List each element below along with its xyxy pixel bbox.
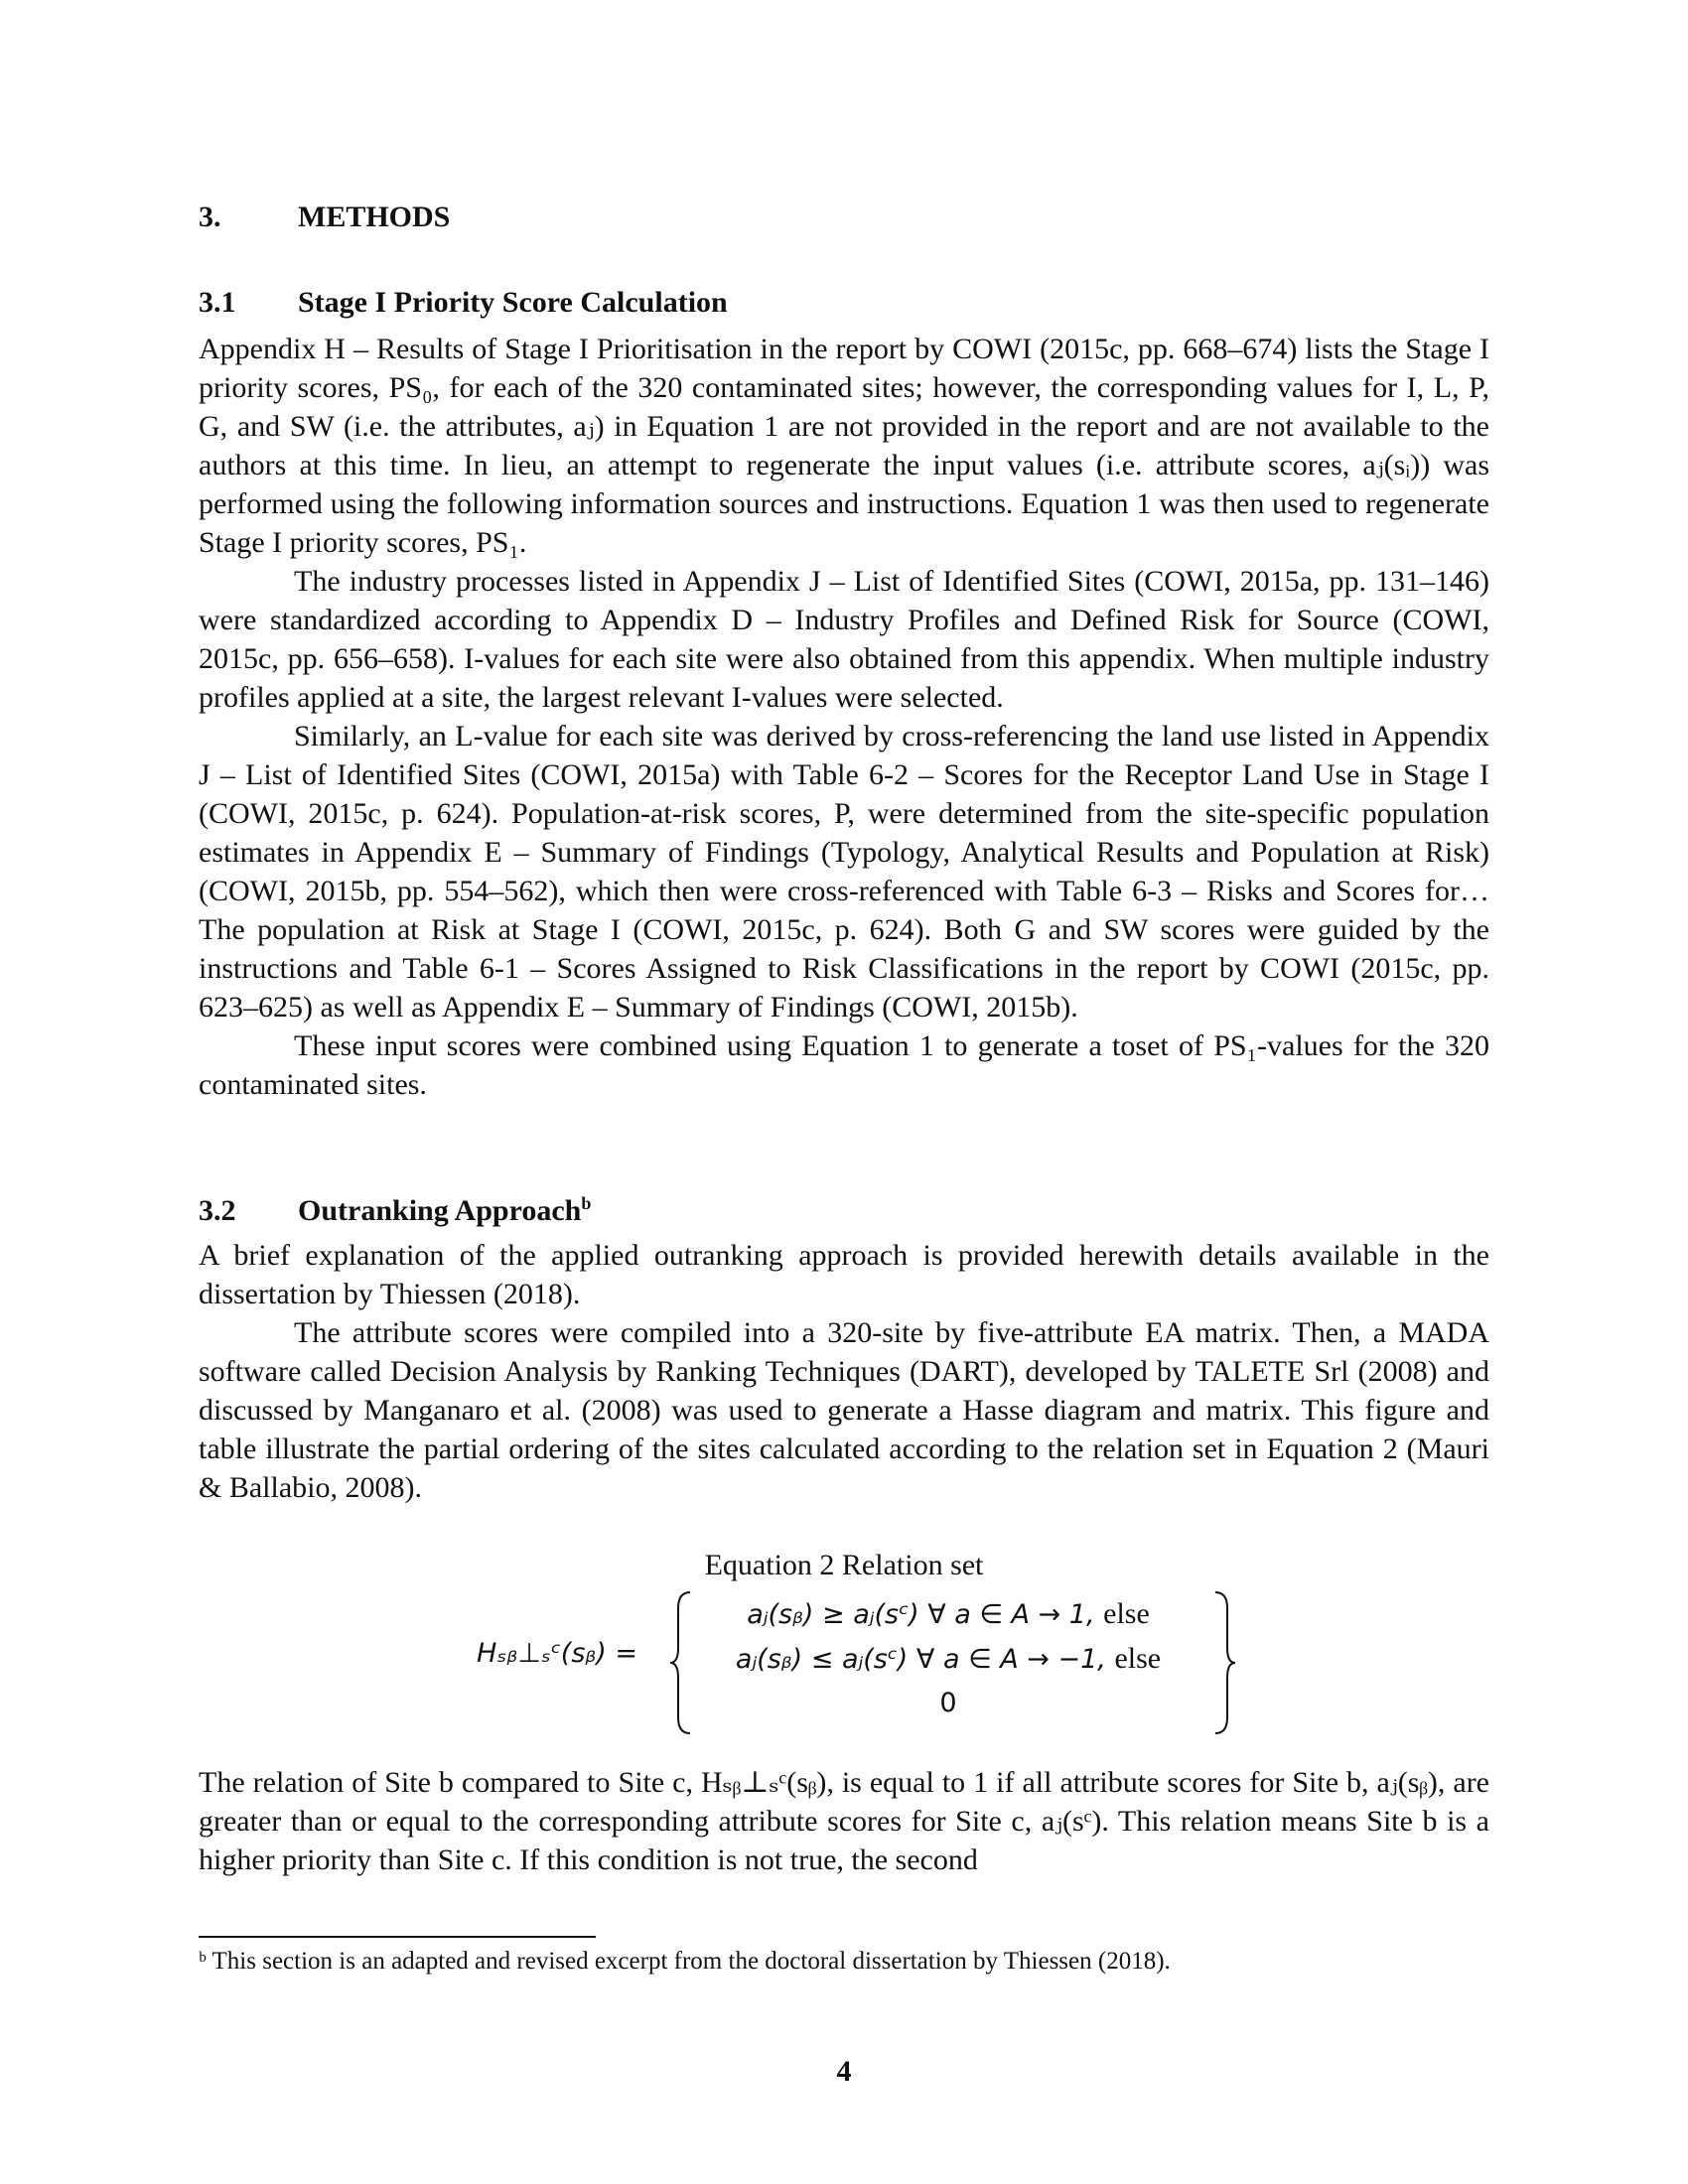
page-number: 4 (836, 2055, 852, 2088)
equation-cases (690, 1592, 1206, 1725)
case-row-2: aⱼ(sᵦ) ≤ aⱼ(sᶜ) ∀ a ∈ A → −1, else (735, 1642, 1162, 1675)
case-row-3: 0 (939, 1688, 957, 1718)
footnote: ᵇ This section is an adapted and revised excerpt from the doctoral dissertation by Thiessen (2018). (199, 1948, 1171, 1975)
paragraph: Similarly, an L-value for each site was derived by cross-referencing the land use listed in Appendix J – List of Identified Sites (COWI, 2015a) with Table 6-2 – Scores for the Receptor Land Use in Stage I (COWI, 2015c, p. 624). Population-at-risk scores, P, were determined from the site-specific population estimates in Appendix E – Summary of Findings (Typology, Analytical Results and Population at Risk) (COWI, 2015b, pp. 554–562), which then were cross-referenced with Table 6-3 – Risks and Scores for…The population at Risk at Stage I (COWI, 2015c, p. 624). Both G and SW scores were guided by the instructions and Table 6-1 – Scores Assigned to Risk Classifications in the report by COWI (2015c, pp. 623–625) as well as Appendix E – Summary of Findings (COWI, 2015b). (199, 720, 1489, 1024)
section-title: METHODS (298, 201, 451, 233)
subsection-number: 3.2 (199, 1194, 236, 1227)
section-heading (199, 201, 450, 234)
paragraph: The industry processes listed in Appendix J – List of Identified Sites (COWI, 2015a, pp. 131–146) were standardized according to Appendix D – Industry Profiles and Defined Risk for Source (COWI, 2015c, pp. 656–658). I-values for each site were also obtained from this appendix. When multiple industry profiles applied at a site, the largest relevant I-values were selected. (199, 565, 1489, 714)
subsection-number: 3.1 (199, 286, 236, 319)
paragraph: The relation of Site b compared to Site c, Hₛᵦ⊥ₛᶜ(sᵦ), is equal to 1 if all attribute scores for Site b, aⱼ(sᵦ), are greater than or equal to the corresponding attribute scores for Site c, aⱼ(sᶜ). This relation means Site b is a higher priority than Site c. If this condition is not true, the second (199, 1766, 1489, 1876)
equation-caption: Equation 2 Relation set (704, 1549, 984, 1581)
footnote-marker: b (581, 1193, 592, 1213)
equation-relation-set (477, 1588, 1231, 1737)
subsection-heading-3-1 (199, 286, 728, 320)
paragraph: Appendix H – Results of Stage I Prioritisation in the report by COWI (2015c, pp. 668–674) lists the Stage I priority scores, PS₀, for each of the 320 contaminated sites; however, the corresponding values for I, L, P, G, and SW (i.e. the attributes, aⱼ) in Equation 1 are not provided in the report and are not available to the authors at this time. In lieu, an attempt to regenerate the input values (i.e. attribute scores, aⱼ(sᵢ)) was performed using the following information sources and instructions. Equation 1 was then used to regenerate Stage I priority scores, PS₁. (199, 333, 1489, 559)
subsection-title: Stage I Priority Score Calculation (298, 286, 728, 319)
subsection-heading-3-2 (199, 1193, 591, 1228)
footnote-divider (199, 1936, 596, 1938)
equation-lhs: Hₛᵦ⊥ₛᶜ(sᵦ) = (477, 1638, 637, 1669)
case-row-1: aⱼ(sᵦ) ≥ aⱼ(sᶜ) ∀ a ∈ A → 1, else (747, 1597, 1150, 1630)
paragraph: The attribute scores were compiled into a 320-site by five-attribute EA matrix. Then, a MADA software called Decision Analysis by Ranking Techniques (DART), developed by TALETE Srl (2008) and discussed by Manganaro et al. (2008) was used to generate a Hasse diagram and matrix. This figure and table illustrate the partial ordering of the sites calculated according to the relation set in Equation 2 (Mauri & Ballabio, 2008). (199, 1316, 1489, 1504)
right-brace (1211, 1588, 1235, 1737)
paragraph: A brief explanation of the applied outranking approach is provided herewith details available in the dissertation by Thiessen (2018). (199, 1239, 1489, 1310)
subsection-title: Outranking Approach (298, 1194, 582, 1227)
section-number: 3. (199, 201, 221, 233)
paragraph: These input scores were combined using Equation 1 to generate a toset of PS₁-values for the 320 contaminated sites. (199, 1029, 1489, 1101)
